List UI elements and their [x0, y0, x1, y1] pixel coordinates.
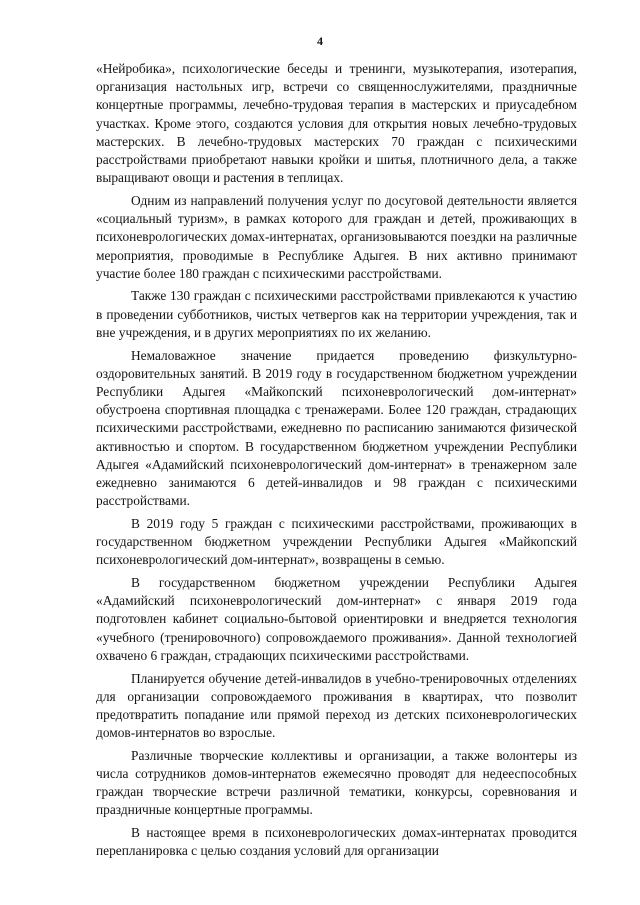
paragraph-therapy-activities: «Нейробика», психологические беседы и тренинги, музыкотерапия, изотерапия, организация настольных игр, встречи со священнослужителями, праздничные концертные программы, лечебно-трудовая терапия в мастерских и приусадебном участках. Кроме этого, создаются условия для открытия новых лечебно-трудовых мастерских. В лечебно-трудовых мастерских 70 граждан с психическими расстройствами приобретают навыки кройки и шитья, плотничного дела, а также выращивают овощи и растения в теплицах. — [96, 61, 577, 186]
paragraph-returned-to-family: В 2019 году 5 граждан с психическими расстройствами, проживающих в государственном бюджетном учреждении Республики Адыгея «Майкопский психоневрологический дом-интернат», возвращены в семью. — [96, 515, 577, 568]
paragraph-redevelopment: В настоящее время в психоневрологических домах-интернатах проводится перепланировка с целью создания условий для организации — [96, 825, 577, 859]
paragraph-volunteers: Различные творческие коллективы и организации, а также волонтеры из числа сотрудников домов-интернатов ежемесячно проводят для недееспособных граждан творческие встречи различной тематики, конкурсы, соревнования и праздничные концертные программы. — [96, 747, 577, 818]
document-body — [96, 60, 577, 861]
paragraph-community-work: Также 130 граждан с психическими расстройствами привлекаются к участию в проведении субботников, чистых четвергов как на территории учреждения, так и вне учреждения, и в других мероприятиях по их желанию. — [96, 288, 577, 340]
paragraph-planned-training: Планируется обучение детей-инвалидов в учебно-тренировочных отделениях для организации сопровождаемого проживания в квартирах, что позволит предотвратить попадание или прямой переход из детских психоневрологических домов-интернатов во взрослые. — [96, 670, 577, 741]
page-number: 4 — [317, 34, 323, 48]
paragraph-sports-activities: Немаловажное значение придается проведению физкультурно-оздоровительных занятий. В 2019 году в государственном бюджетном учреждении Республики Адыгея «Майкопский психоневрологический дом-интернат» обустроена спортивная площадка с тренажерами. Более 120 граждан, страдающих психическими расстройствами, ежедневно по расписанию занимаются физической активностью и спортом. В государственном бюджетном учреждении Республики Адыгея «Адамийский психоневрологический дом-интернат» в тренажерном зале ежедневно занимаются 6 детей-инвалидов и 98 граждан с психическими расстройствами. — [96, 347, 577, 509]
paragraph-supported-living-room: В государственном бюджетном учреждении Республики Адыгея «Адамийский психоневрологический дом-интернат» с января 2019 года подготовлен кабинет социально-бытовой ориентировки и внедряется технология «учебного (тренировочного) сопровождаемого проживания». Данной технологией охвачено 6 граждан, страдающих психическими расстройствами. — [96, 574, 577, 663]
paragraph-social-tourism: Одним из направлений получения услуг по досуговой деятельности является «социальный туризм», в рамках которого для граждан и детей, проживающих в психоневрологических домах-интернатах, организовываются поездки на различные мероприятия, проводимые в Республике Адыгея. В них активно принимают участие более 180 граждан с психическими расстройствами. — [96, 192, 577, 281]
